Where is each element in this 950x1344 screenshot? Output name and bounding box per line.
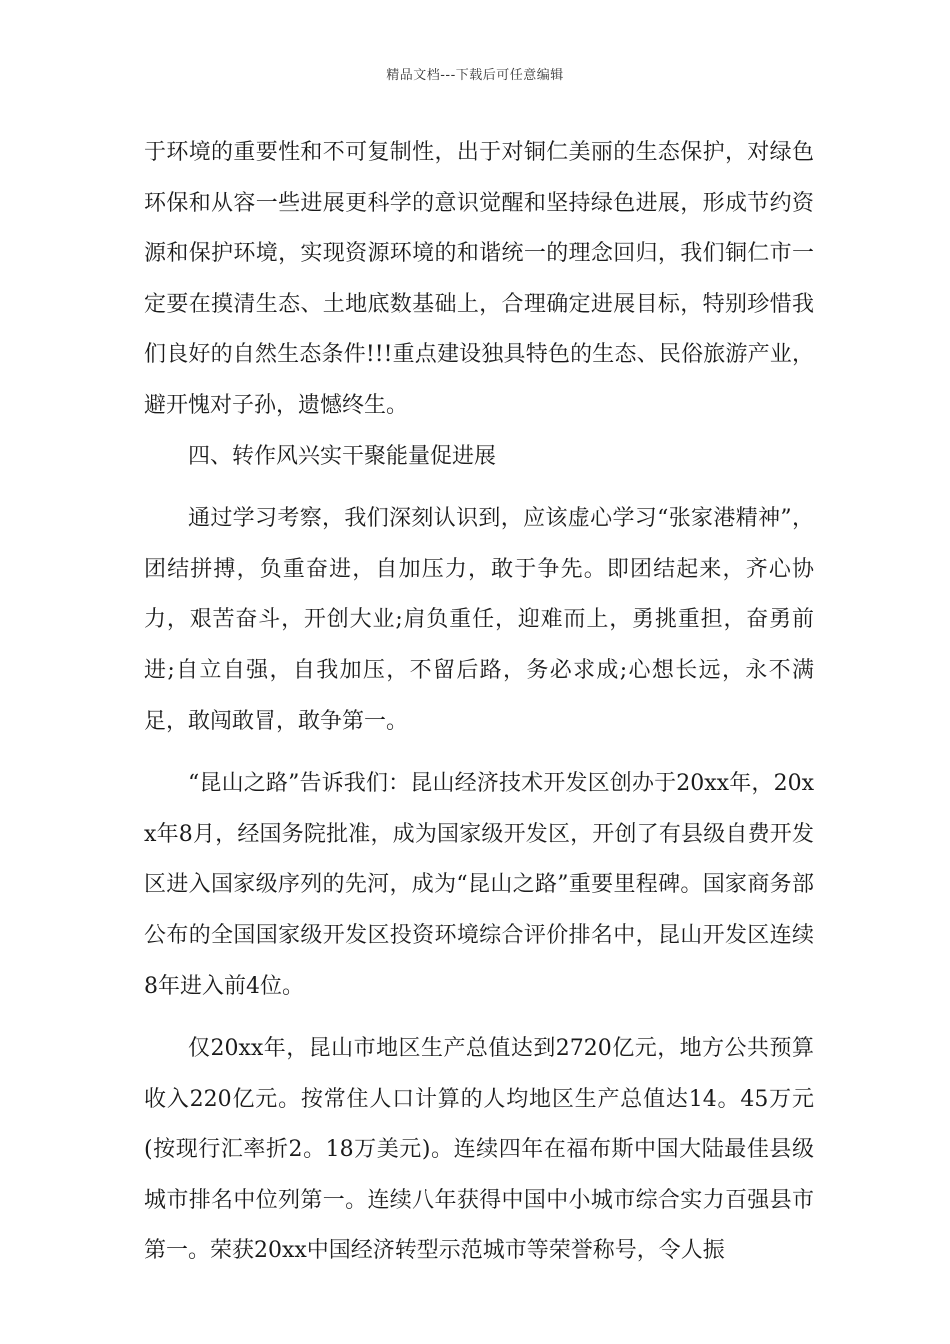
paragraph-kunshan-road: “昆山之路”告诉我们：昆山经济技术开发区创办于20xx年，20xx年8月，经国务院批准，成为国家级开发区，开创了有县级自费开发区进入国家级序列的先河，成为“昆山之路”重要里程碑。国家商务部公布的全国国家级开发区投资环境综合评价排名中，昆山开发区连续8年进入前4位。 <box>144 771 814 999</box>
paragraph-zhangjiagang: 通过学习考察，我们深刻认识到，应该虚心学习“张家港精神”，团结拼搏，负重奋进，自加压力，敢于争先。即团结起来，齐心协力，艰苦奋斗，开创大业;肩负重任，迎难而上，勇挑重担，奋勇前进;自立自强，自我加压，不留后路，务必求成;心想长远，永不满足，敢闯敢冒，敢争第一。 <box>144 506 814 734</box>
paragraph-ecology: 于环境的重要性和不可复制性，出于对铜仁美丽的生态保护，对绿色环保和从容一些进展更科学的意识觉醒和坚持绿色进展，形成节约资源和保护环境，实现资源环境的和谐统一的理念回归，我们铜仁市一定要在摸清生态、土地底数基础上，合理确定进展目标，特别珍惜我们良好的自然生态条件!!!重点建设独具特色的生态、民俗旅游产业，避开愧对子孙，遗憾终生。 <box>144 140 814 418</box>
page-header: 精品文档---下载后可任意编辑 <box>386 68 564 83</box>
paragraph-kunshan-gdp: 仅20xx年，昆山市地区生产总值达到2720亿元，地方公共预算收入220亿元。按常住人口计算的人均地区生产总值达14。45万元(按现行汇率折2。18万美元)。连续四年在福布斯中国大陆最佳县级城市排名中位列第一。连续八年获得中国中小城市综合实力百强县市第一。荣获20xx中国经济转型示范城市等荣誉称号，令人振 <box>144 1036 814 1264</box>
section-heading-4: 四、转作风兴实干聚能量促进展 <box>188 443 497 469</box>
document-body <box>144 128 814 1277</box>
